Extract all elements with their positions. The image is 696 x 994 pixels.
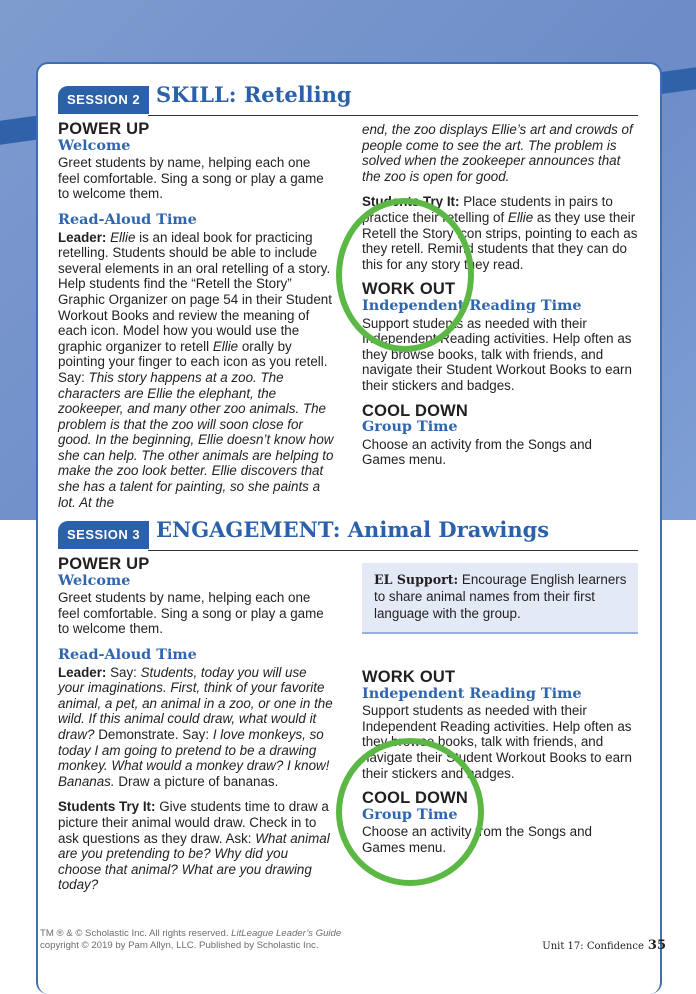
work-out-heading: WORK OUT <box>362 280 456 299</box>
group-time-heading: Group Time <box>362 805 458 823</box>
independent-reading-text: Support students as needed with their Independent Reading activities. Help often as they browse books, talk with friends, and navigate their Student Workout Books to earn their stickers and badges. <box>362 315 632 393</box>
session-2-title: SKILL: Retelling <box>156 82 352 107</box>
power-up-heading: POWER UP <box>58 120 150 138</box>
welcome-heading: Welcome <box>58 136 131 154</box>
work-out-heading: WORK OUT <box>362 668 456 686</box>
header-rule <box>148 550 638 551</box>
story-continuation: end, the zoo displays Ellie’s art and crowds of people come to see the art. The problem is solved when the zookeeper announces that the zoo is open for good. <box>362 122 633 184</box>
page-number: 35 <box>647 938 666 953</box>
el-support-text: Encourage English learners to share animal names from their first language with the group. <box>374 572 627 621</box>
el-support-label: EL Support: <box>374 572 459 587</box>
session-3-badge: SESSION 3 <box>58 521 149 549</box>
session-2-header <box>58 82 638 116</box>
session-3-header <box>58 517 638 551</box>
cool-down-heading: COOL DOWN <box>362 789 468 808</box>
session-3-right-column <box>362 563 638 856</box>
independent-reading-heading: Independent Reading Time <box>362 296 582 314</box>
independent-reading-heading: Independent Reading Time <box>362 684 582 702</box>
group-time-text: Choose an activity from the Songs and Games menu. <box>362 824 593 855</box>
session-2-left-column <box>58 122 334 510</box>
copyright-footer: TM ® & © Scholastic Inc. All rights reserved. LitLeague Leader’s Guide copyright © 2019 by Pam Allyn, LLC. Published by Scholastic Inc. <box>40 928 342 951</box>
students-try-it-paragraph: Students Try It: Give students time to draw a picture their animal would draw. Check in to ask questions as they draw. Ask: What animal are you pretending to be? Why did you choose that animal? What are you drawing today? <box>58 799 330 893</box>
power-up-heading: POWER UP <box>58 555 150 573</box>
session-3-left-column <box>58 557 334 893</box>
welcome-heading: Welcome <box>58 571 131 589</box>
group-time-text: Choose an activity from the Songs and Games menu. <box>362 436 593 468</box>
leader-paragraph: Leader: Ellie is an ideal book for practicing retelling. Students should be able to include several elements in an oral retelling of a story. Help students find the “Retell the Story” Graphic Organizer on page 54 in their Student Workout Books and review the meaning of each icon. Model how you would use the graphic organizer to retell Ellie orally by pointing your finger to each icon as you retell. Say: This story happens at a zoo. The characters are Ellie the elephant, the zookeeper, and many other zoo animals. The problem is that the zoo will soon close for good. In the beginning, Ellie doesn’t know how she can help. The other animals are helping to make the zoo look better. Ellie discovers that she has a talent for painting, so she paints a lot. At the <box>58 229 334 510</box>
welcome-text: Greet students by name, helping each one feel comfortable. Sing a song or play a game to welcome them. <box>58 590 324 637</box>
read-aloud-heading: Read-Aloud Time <box>58 645 197 663</box>
group-time-heading: Group Time <box>362 418 458 436</box>
cool-down-heading: COOL DOWN <box>362 401 468 420</box>
independent-reading-text: Support students as needed with their Independent Reading activities. Help often as they browse books, talk with friends, and navigate their Student Workout Books to earn their stickers and badges. <box>362 703 632 781</box>
el-support-box <box>362 563 638 634</box>
leader-paragraph: Leader: Say: Students, today you will use your imaginations. First, think of your favorite animal, a pet, an animal in a zoo, or one in the wild. If this animal could draw, what would it draw? Demonstrate. Say: I love monkeys, so today I am going to pretend to be a drawing monkey. What would a monkey draw? I know! Bananas. Draw a picture of bananas. <box>58 664 333 789</box>
unit-label: Unit 17: Confidence <box>542 941 644 952</box>
page-footer <box>542 938 666 953</box>
session-2-badge: SESSION 2 <box>58 86 149 114</box>
session-2-right-column <box>362 122 638 468</box>
students-try-it-paragraph: Students Try It: Place students in pairs to practice their retelling of Ellie as they use their Retell the Story icon strips, pointing to each as they retell. Remind students that they can do this for any story they read. <box>362 194 638 272</box>
read-aloud-heading: Read-Aloud Time <box>58 210 197 228</box>
session-3-title: ENGAGEMENT: Animal Drawings <box>156 517 550 542</box>
header-rule <box>148 115 638 116</box>
welcome-text: Greet students by name, helping each one feel comfortable. Sing a song or play a game to welcome them. <box>58 155 324 202</box>
